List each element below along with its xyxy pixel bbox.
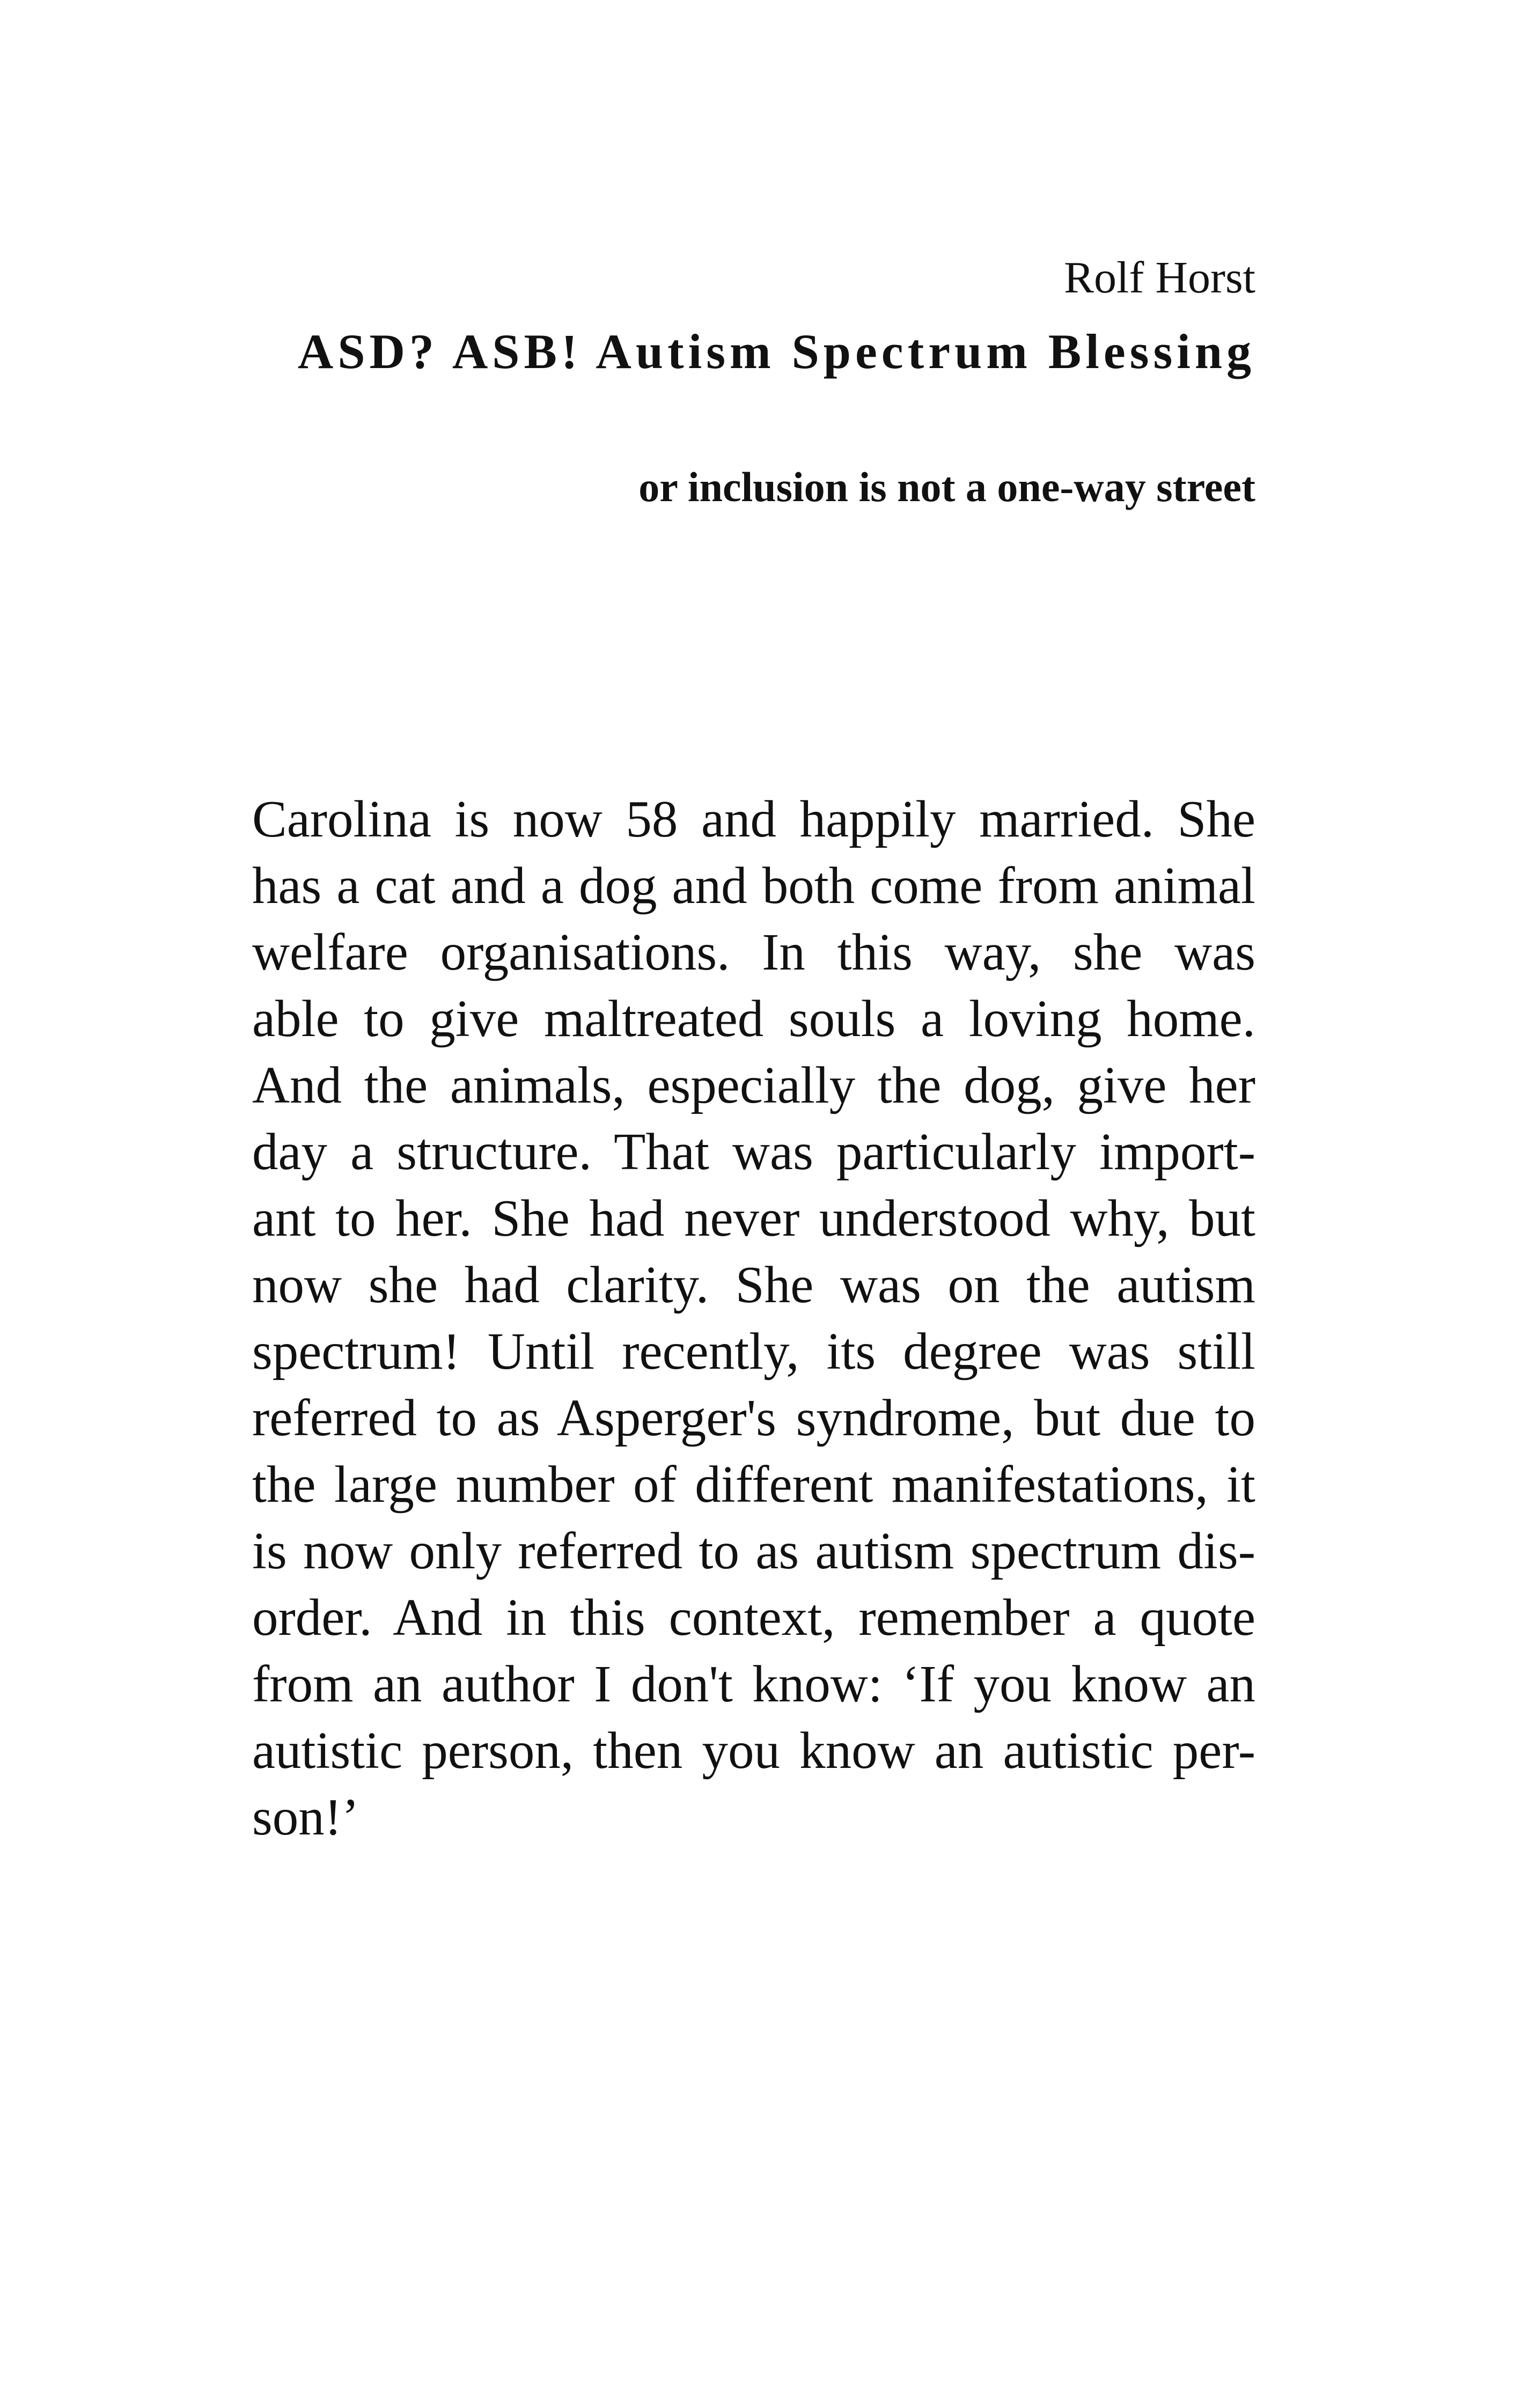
paragraph-line: from an author I don't know: ‘If you know an (252, 1655, 1255, 1713)
paragraph-line: able to give maltreated souls a loving home. (252, 990, 1255, 1047)
paragraph-line: now she had clarity. She was on the autism (252, 1256, 1255, 1313)
body-paragraph (252, 786, 1255, 1851)
paragraph-line: welfare organisations. In this way, she was (252, 923, 1255, 981)
paragraph-line: has a cat and a dog and both come from animal (252, 857, 1255, 914)
paragraph-line: the large number of different manifestations, it (252, 1456, 1255, 1513)
paragraph-line: order. And in this context, remember a quote (252, 1589, 1255, 1646)
book-title: ASD? ASB! Autism Spectrum Blessing (297, 324, 1255, 379)
paragraph-line: referred to as Asperger's syndrome, but due to (252, 1389, 1255, 1447)
author-name: Rolf Horst (1064, 253, 1255, 303)
paragraph-line: Carolina is now 58 and happily married. She (252, 790, 1255, 848)
paragraph-line: And the animals, especially the dog, give her (252, 1056, 1255, 1114)
paragraph-line: spectrum! Until recently, its degree was still (252, 1323, 1255, 1380)
paragraph-line: day a structure. That was particularly import- (252, 1123, 1255, 1180)
book-subtitle: or inclusion is not a one-way street (638, 464, 1255, 510)
paragraph-line: son!’ (252, 1788, 359, 1846)
paragraph-line: autistic person, then you know an autistic per- (252, 1722, 1255, 1779)
paragraph-line: is now only referred to as autism spectrum dis- (252, 1522, 1255, 1580)
paragraph-line: ant to her. She had never understood why, but (252, 1190, 1255, 1247)
